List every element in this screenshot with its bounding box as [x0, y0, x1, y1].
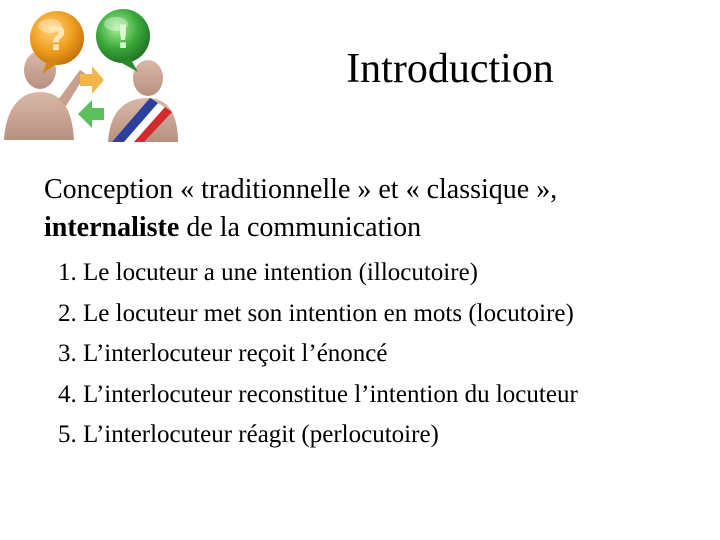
- dialogue-logo-icon: [0, 0, 180, 145]
- svg-text:?: ?: [47, 20, 67, 58]
- intro-line-2: [44, 209, 694, 247]
- list-item-text: Le locuteur met son intention en mots (locutoire): [83, 299, 574, 327]
- list-item: [58, 294, 578, 335]
- right-speaker-figure: [108, 60, 178, 142]
- left-speaker-figure: [4, 51, 86, 140]
- list-item: [58, 375, 578, 416]
- list-item-number: 1.: [58, 259, 77, 286]
- list-item-number: 5.: [58, 421, 77, 448]
- list-item: [58, 253, 578, 294]
- list-item-number: 4.: [58, 380, 77, 408]
- intro-bold-term: internaliste: [44, 212, 180, 243]
- list-item-text: L’interlocuteur reçoit l’énoncé: [83, 340, 388, 367]
- steps-list: [58, 253, 578, 456]
- intro-line-1: Conception « traditionnelle » et « classique »,: [44, 174, 558, 205]
- exchange-arrows-icon: [78, 66, 104, 128]
- list-item: [58, 415, 578, 456]
- intro-line-2-rest: de la communication: [179, 212, 422, 243]
- list-item-text: L’interlocuteur réagit (perlocutoire): [83, 421, 439, 448]
- list-item-text: Le locuteur a une intention (illocutoire): [83, 259, 478, 286]
- svg-text:!: !: [115, 18, 131, 56]
- list-item-text: L’interlocuteur reconstitue l’intention du locuteur: [83, 380, 578, 408]
- list-item: [58, 334, 578, 375]
- intro-paragraph: [44, 171, 694, 247]
- list-item-number: 3.: [58, 340, 77, 367]
- slide-title: Introduction: [346, 46, 554, 92]
- list-item-number: 2.: [58, 299, 77, 327]
